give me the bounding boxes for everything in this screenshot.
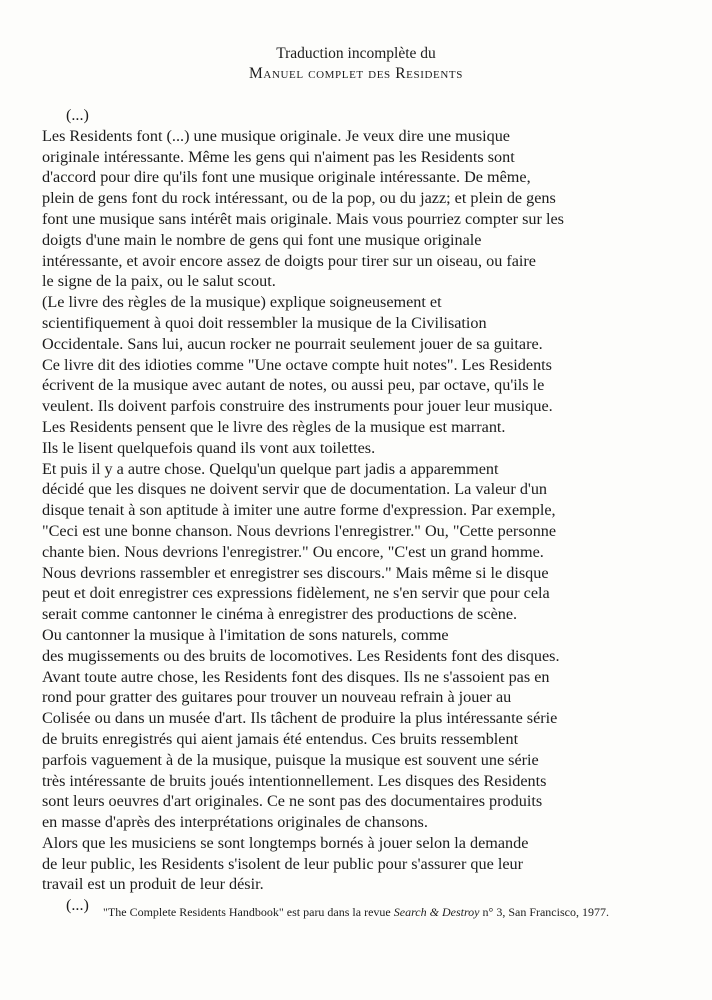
text-line: "Ceci est une bonne chanson. Nous devrions l'enregistrer." Ou, "Cette personne xyxy=(42,521,557,540)
text-line: Alors que les musiciens se sont longtemps bornés à jouer selon la demande xyxy=(42,833,529,852)
article-body xyxy=(42,105,682,916)
text-line: des mugissements ou des bruits de locomotives. Les Residents font des disques. xyxy=(42,646,560,665)
text-line: Colisée ou dans un musée d'art. Ils tâchent de produire la plus intéressante série xyxy=(42,709,558,728)
text-line: Ce livre dit des idioties comme "Une octave compte huit notes". Les Residents xyxy=(42,355,552,374)
text-line: le signe de la paix, ou le salut scout. xyxy=(42,272,276,291)
text-line: serait comme cantonner le cinéma à enregistrer des productions de scène. xyxy=(42,605,518,624)
text-line: disque tenait à son aptitude à imiter une autre forme d'expression. Par exemple, xyxy=(42,501,556,520)
text-line: Les Residents font (...) une musique originale. Je veux dire une musique xyxy=(42,126,510,145)
source-footnote xyxy=(0,905,712,920)
footnote-prefix: "The Complete Residents Handbook" est paru dans la revue xyxy=(103,905,394,919)
text-line: très intéressante de bruits joués intentionnellement. Les disques des Residents xyxy=(42,771,547,790)
text-line: Occidentale. Sans lui, aucun rocker ne pourrait seulement jouer de sa guitare. xyxy=(42,334,543,353)
text-line: doigts d'une main le nombre de gens qui font une musique originale xyxy=(42,230,482,249)
text-line: décidé que les disques ne doivent servir que de documentation. La valeur d'un xyxy=(42,480,548,499)
text-line: Nous devrions rassembler et enregistrer ses discours." Mais même si le disque xyxy=(42,563,549,582)
text-line: écrivent de la musique avec autant de notes, ou aussi peu, par octave, qu'ils le xyxy=(42,376,545,395)
paragraph xyxy=(42,126,682,292)
text-line: chante bien. Nous devrions l'enregistrer." Ou encore, "C'est un grand homme. xyxy=(42,542,544,561)
page-header xyxy=(0,44,712,84)
paragraph xyxy=(42,459,682,833)
paragraph xyxy=(42,292,682,458)
text-line: originale intéressante. Même les gens qui n'aiment pas les Residents sont xyxy=(42,147,515,166)
text-line: Ils le lisent quelquefois quand ils vont aux toilettes. xyxy=(42,438,376,457)
text-line: intéressante, et avoir encore assez de doigts pour tirer sur un oiseau, ou faire xyxy=(42,251,536,270)
text-line: veulent. Ils doivent parfois construire des instruments pour jouer leur musique. xyxy=(42,397,553,416)
text-line: d'accord pour dire qu'ils font une musique originale intéressante. De même, xyxy=(42,168,531,187)
header-subtitle: Traduction incomplète du xyxy=(276,45,436,62)
opening-ellipsis: (...) xyxy=(66,106,89,124)
text-line: rond pour gratter des guitares pour trouver un nouveau refrain à jouer au xyxy=(42,688,512,707)
text-line: font une musique sans intérêt mais originale. Mais vous pourriez compter sur les xyxy=(42,209,564,228)
text-line: Ou cantonner la musique à l'imitation de sons naturels, comme xyxy=(42,625,449,644)
text-line: de bruits enregistrés qui aient jamais été entendus. Ces bruits ressemblent xyxy=(42,729,519,748)
text-line: plein de gens font du rock intéressant, ou de la pop, ou du jazz; et plein de gens xyxy=(42,189,556,208)
footnote-suffix: n° 3, San Francisco, 1977. xyxy=(479,905,609,919)
text-line: en masse d'après des interprétations originales de chansons. xyxy=(42,813,428,832)
text-line: peut et doit enregistrer ces expressions fidèlement, ne s'en servir que pour cela xyxy=(42,584,550,603)
text-line: de leur public, les Residents s'isolent de leur public pour s'assurer que leur xyxy=(42,854,524,873)
text-line: travail est un produit de leur désir. xyxy=(42,875,264,894)
text-line: sont leurs oeuvres d'art originales. Ce ne sont pas des documentaires produits xyxy=(42,792,543,811)
text-line: Avant toute autre chose, les Residents font des disques. Ils ne s'assoient pas en xyxy=(42,667,550,686)
text-line: Et puis il y a autre chose. Quelqu'un quelque part jadis a apparemment xyxy=(42,459,499,478)
header-title: Manuel complet des Residents xyxy=(249,65,463,82)
text-line: Les Residents pensent que le livre des règles de la musique est marrant. xyxy=(42,417,506,436)
text-line: scientifiquement à quoi doit ressembler la musique de la Civilisation xyxy=(42,313,487,332)
paragraph xyxy=(42,833,682,895)
paragraphs xyxy=(42,126,682,895)
journal-name: Search & Destroy xyxy=(393,905,480,919)
text-line: (Le livre des règles de la musique) explique soigneusement et xyxy=(42,293,442,312)
text-line: parfois vaguement à de la musique, puisque la musique est souvent une série xyxy=(42,750,539,769)
closing-ellipsis: (...) xyxy=(66,896,89,915)
